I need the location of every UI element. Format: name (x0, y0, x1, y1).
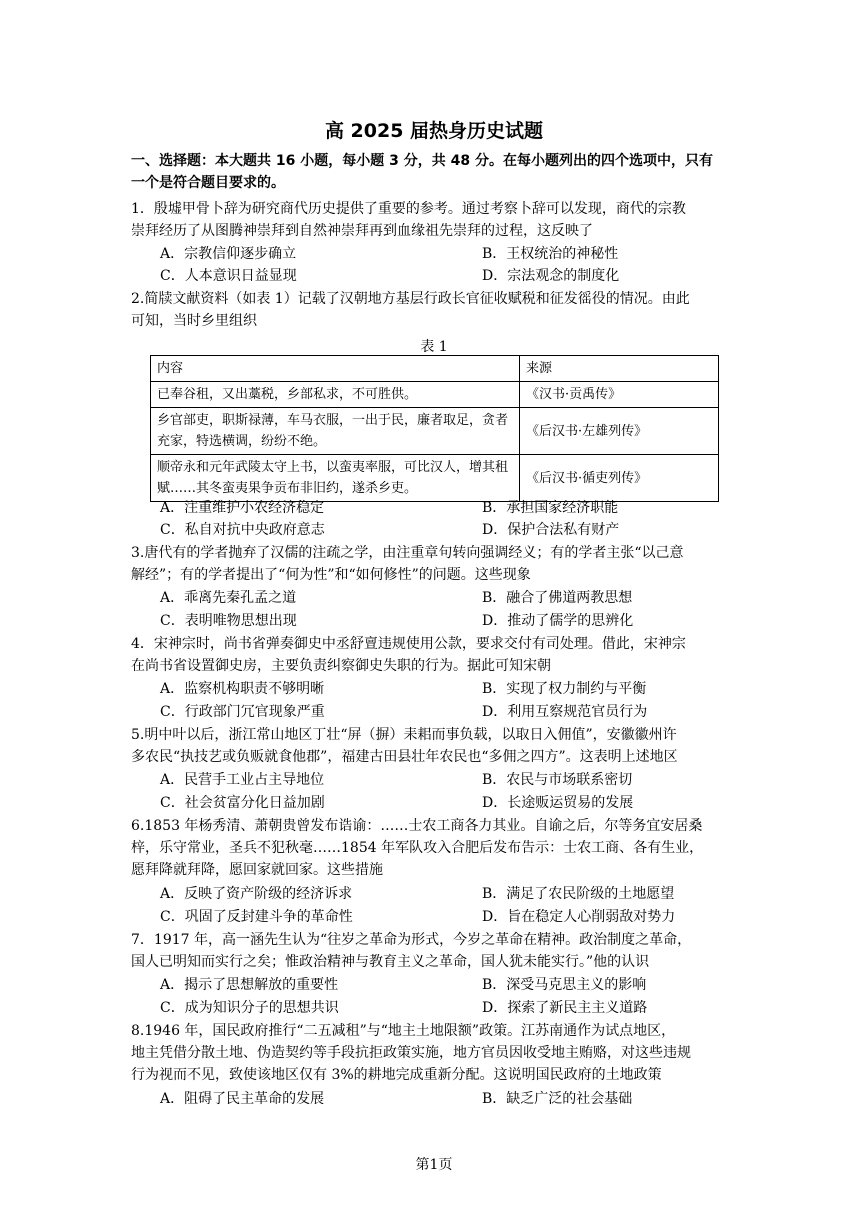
table-header-source: 来源 (520, 356, 719, 382)
question-8-stem: 8.1946 年，国民政府推行“二五减租”与“地主土地限额”政策。江苏南通作为试点地区， (131, 1023, 676, 1039)
question-2-option-b: B．承担国家经济职能 (482, 500, 619, 516)
question-3-stem-cont: 解经”；有的学者提出了“何为性”和“如何修性”的问题。这些现象 (131, 567, 531, 583)
page-title: 高 2025 届热身历史试题 (324, 120, 544, 142)
question-2-stem: 2.简牍文献资料（如表 1）记载了汉朝地方基层行政长官征收赋税和征发徭役的情况。由此 (131, 291, 690, 307)
question-7-option-c: C．成为知识分子的思想共识 (160, 1000, 339, 1016)
question-1-option-a: A．宗教信仰逐步确立 (160, 246, 297, 262)
question-4-stem: 4．宋神宗时，尚书省弹奏御史中丞舒亶违规使用公款，要求交付有司处理。借此，宋神宗 (131, 636, 686, 652)
question-2-option-d: D．保护合法私有财产 (482, 522, 620, 538)
question-6-option-d: D．旨在稳定人心削弱敌对势力 (482, 909, 676, 925)
question-4-option-b: B．实现了权力制约与平衡 (482, 681, 647, 697)
table-row (151, 382, 719, 408)
question-8-stem-cont: 行为视而不见，致使该地区仅有 3%的耕地完成重新分配。这说明国民政府的土地政策 (131, 1067, 662, 1083)
source-table (150, 355, 719, 502)
question-7-option-d: D．探索了新民主主义道路 (482, 1000, 648, 1016)
question-4-stem-cont: 在尚书省设置御史房，主要负责纠察御史失职的行为。据此可知宋朝 (131, 658, 551, 674)
question-7-stem: 7．1917 年，高一涵先生认为“往岁之革命为形式，今岁之革命在精神。政治制度之革命， (131, 932, 692, 948)
table-header-row (151, 356, 719, 382)
question-6-stem-cont: 梓，乐守常业，圣兵不犯秋毫……1854 年军队攻入合肥后发布告示：士农工商、各有生业， (131, 840, 704, 856)
question-6-stem: 6.1853 年杨秀清、萧朝贵曾发布诰谕：……士农工商各力其业。自谕之后，尔等务宜安居桑 (131, 818, 703, 834)
question-1-stem: 1．殷墟甲骨卜辞为研究商代历史提供了重要的参考。通过考察卜辞可以发现，商代的宗教 (131, 201, 686, 217)
question-6-option-a: A．反映了资产阶级的经济诉求 (160, 886, 353, 902)
table-cell-content: 顺帝永和元年武陵太守上书，以蛮夷率服，可比汉人，增其租赋……其冬蛮夷果争贡布非旧约，遂杀乡吏。 (151, 455, 520, 502)
question-6-option-b: B．满足了农民阶级的土地愿望 (482, 886, 675, 902)
question-4-option-a: A．监察机构职责不够明晰 (160, 681, 325, 697)
question-4-option-d: D．利用互察规范官员行为 (482, 704, 648, 720)
question-8-option-a: A．阻碍了民主革命的发展 (160, 1091, 325, 1107)
question-5-stem-cont: 多农民“执技艺或负贩就食他郡”，福建古田县壮年农民也“多佣之四方”。这表明上述地区 (131, 749, 678, 765)
table-cell-content: 乡官部吏，职斯禄薄，车马衣服，一出于民，廉者取足，贪者充家，特选横调，纷纷不绝。 (151, 408, 520, 455)
table-cell-source: 《后汉书·左雄列传》 (520, 408, 719, 455)
question-8-option-b: B．缺乏广泛的社会基础 (482, 1091, 633, 1107)
section-heading: 一、选择题：本大题共 16 小题，每小题 3 分，共 48 分。在每小题列出的四个选项中，只有 (131, 153, 713, 169)
question-2-option-a: A．注重维护小农经济稳定 (160, 500, 325, 516)
question-3-option-b: B．融合了佛道两教思想 (482, 590, 633, 606)
question-3-option-c: C．表明唯物思想出现 (160, 613, 297, 629)
question-5-stem: 5.明中叶以后，浙江常山地区丁壮“屏（摒）耒耜而事负载，以取日入佣值”，安徽徽州许 (131, 727, 677, 743)
question-6-stem-cont: 愿拜降就拜降，愿回家就回家。这些措施 (131, 862, 383, 878)
question-8-stem-cont: 地主凭借分散土地、伪造契约等手段抗拒政策实施，地方官员因收受地主贿赂，对这些违规 (131, 1045, 691, 1061)
question-7-stem-cont: 国人已明知而实行之矣；惟政治精神与教育主义之革命，国人犹未能实行。”他的认识 (131, 954, 650, 970)
question-1-option-c: C．人本意识日益显现 (160, 268, 297, 284)
table-cell-source: 《汉书·贡禹传》 (520, 382, 719, 408)
table-row (151, 408, 719, 455)
table-cell-source: 《后汉书·循吏列传》 (520, 455, 719, 502)
question-1-option-d: D．宗法观念的制度化 (482, 268, 620, 284)
question-6-option-c: C．巩固了反封建斗争的革命性 (160, 909, 353, 925)
table-header-content: 内容 (151, 356, 520, 382)
question-2-option-c: C．私自对抗中央政府意志 (160, 522, 325, 538)
question-3-option-d: D．推动了儒学的思辨化 (482, 613, 634, 629)
section-heading-cont: 一个是符合题目要求的。 (131, 175, 285, 191)
question-3-option-a: A．乖离先秦孔孟之道 (160, 590, 297, 606)
table-caption: 表 1 (420, 339, 448, 355)
question-3-stem: 3.唐代有的学者抛弃了汉儒的注疏之学，由注重章句转向强调经义；有的学者主张“以己意 (131, 545, 684, 561)
question-5-option-b: B．农民与市场联系密切 (482, 772, 633, 788)
page-number: 第1页 (415, 1157, 453, 1173)
question-1-stem-cont: 崇拜经历了从图腾神崇拜到自然神崇拜再到血缘祖先崇拜的过程，这反映了 (131, 223, 593, 239)
question-1-option-b: B．王权统治的神秘性 (482, 246, 619, 262)
question-7-option-a: A．揭示了思想解放的重要性 (160, 977, 339, 993)
table-row (151, 455, 719, 502)
question-4-option-c: C．行政部门冗官现象严重 (160, 704, 325, 720)
question-5-option-a: A．民营手工业占主导地位 (160, 772, 325, 788)
question-5-option-c: C．社会贫富分化日益加剧 (160, 795, 325, 811)
question-5-option-d: D．长途贩运贸易的发展 (482, 795, 634, 811)
question-2-stem-cont: 可知，当时乡里组织 (131, 313, 257, 329)
table-cell-content: 已奉谷租，又出藁税，乡部私求，不可胜供。 (151, 382, 520, 408)
question-7-option-b: B．深受马克思主义的影响 (482, 977, 647, 993)
